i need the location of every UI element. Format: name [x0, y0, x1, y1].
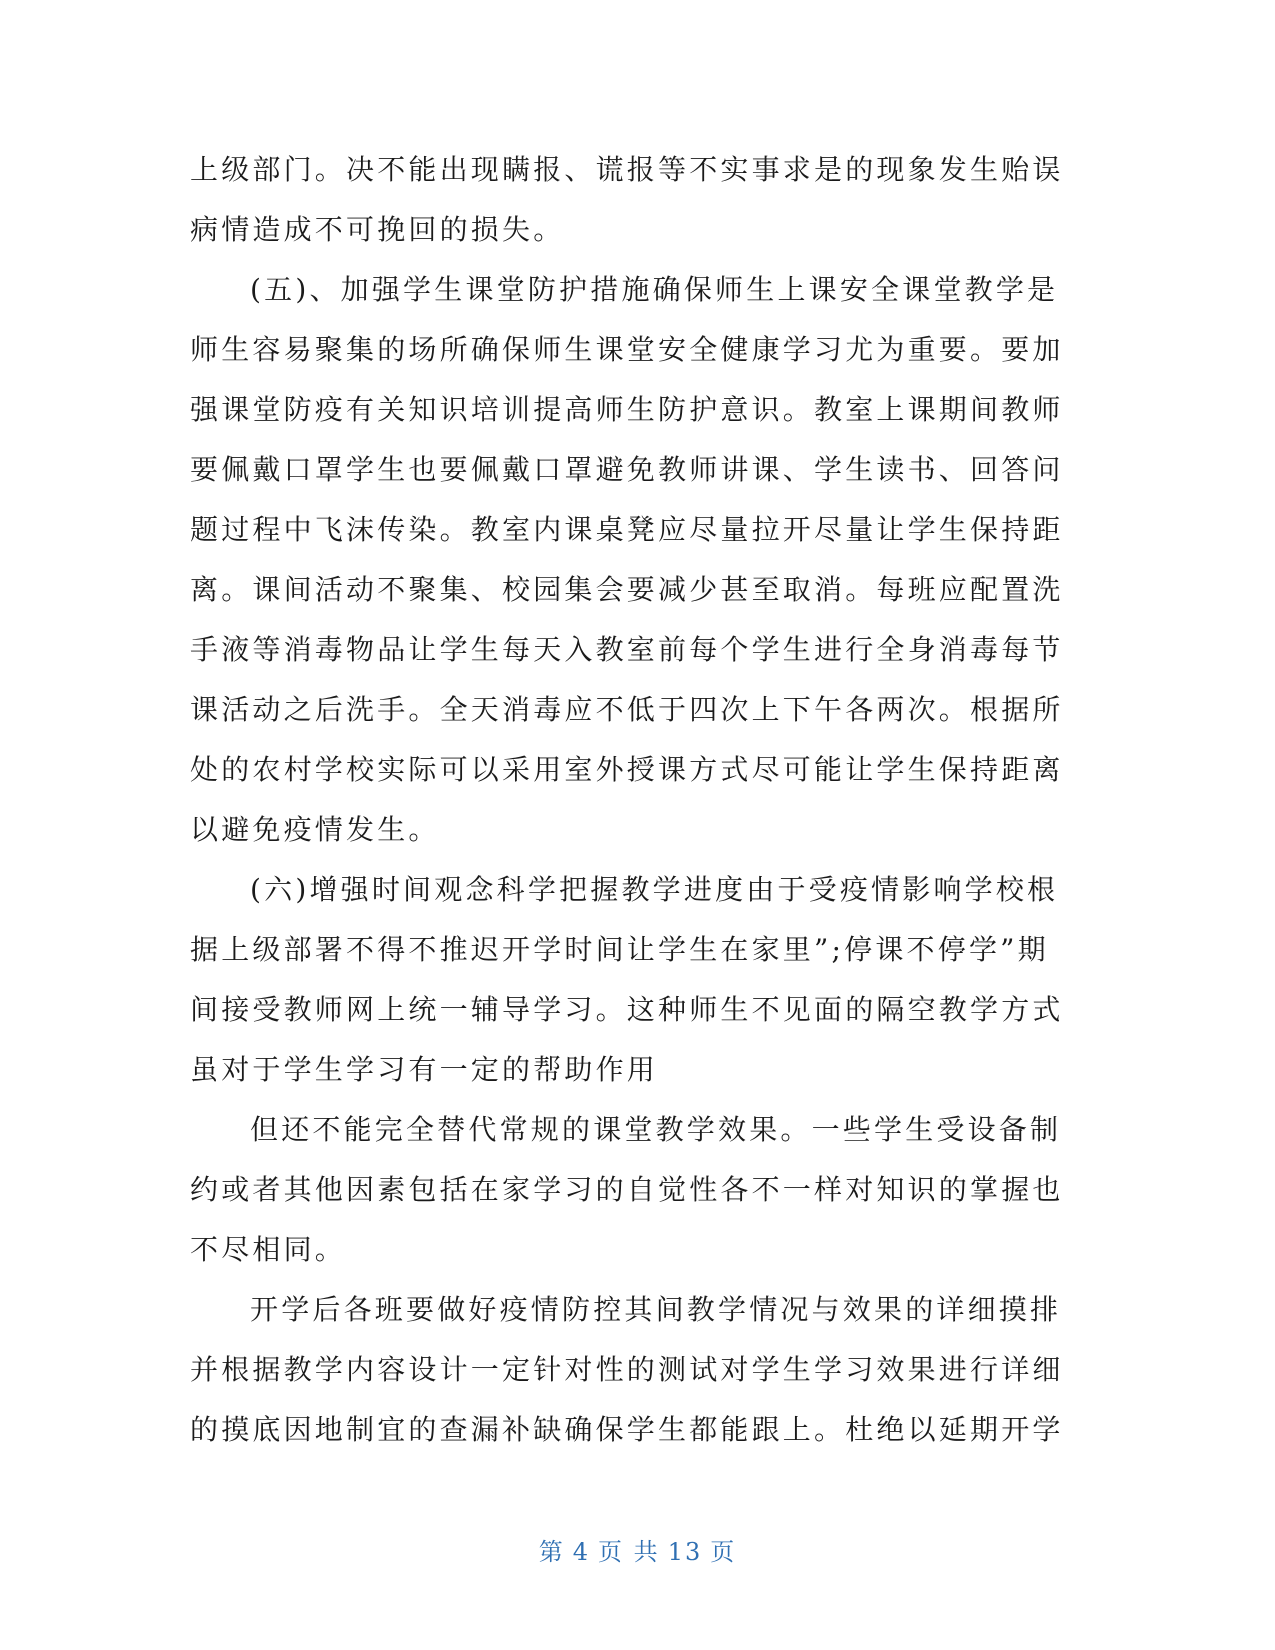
body-text	[190, 140, 1070, 1460]
text-line: 虽对于学生学习有一定的帮助作用	[190, 1053, 659, 1086]
page-number-footer	[0, 1532, 1275, 1567]
text-line: 强课堂防疫有关知识培训提高师生防护意识。教室上课期间教师	[190, 393, 1064, 426]
text-line: (六)增强时间观念科学把握教学进度由于受疫情影响学校根	[250, 873, 1059, 906]
text-line: 题过程中飞沫传染。教室内课桌凳应尽量拉开尽量让学生保持距	[190, 513, 1064, 546]
total-page-count: 13	[667, 1538, 703, 1566]
text-line: 要佩戴口罩学生也要佩戴口罩避免教师讲课、学生读书、回答问	[190, 453, 1064, 486]
text-line: (五)、加强学生课堂防护措施确保师生上课安全课堂教学是	[250, 273, 1059, 306]
text-line: 开学后各班要做好疫情防控其间教学情况与效果的详细摸排	[250, 1293, 1062, 1326]
text-line: 离。课间活动不聚集、校园集会要减少甚至取消。每班应配置洗	[190, 573, 1064, 606]
text-line: 上级部门。决不能出现瞒报、谎报等不实事求是的现象发生贻误	[190, 153, 1064, 186]
page-prefix: 第	[538, 1538, 565, 1566]
text-line: 手液等消毒物品让学生每天入教室前每个学生进行全身消毒每节	[190, 633, 1064, 666]
text-line: 以避免疫情发生。	[190, 813, 440, 846]
page-suffix: 页	[710, 1538, 737, 1566]
text-line: 据上级部署不得不推迟开学时间让学生在家里”;停课不停学”期	[190, 933, 1049, 966]
text-line: 不尽相同。	[190, 1233, 347, 1266]
text-line: 约或者其他因素包括在家学习的自觉性各不一样对知识的掌握也	[190, 1173, 1064, 1206]
text-line: 的摸底因地制宜的查漏补缺确保学生都能跟上。杜绝以延期开学	[190, 1413, 1064, 1446]
text-line: 师生容易聚集的场所确保师生课堂安全健康学习尤为重要。要加	[190, 333, 1064, 366]
text-line: 课活动之后洗手。全天消毒应不低于四次上下午各两次。根据所	[190, 693, 1064, 726]
text-line: 并根据教学内容设计一定针对性的测试对学生学习效果进行详细	[190, 1353, 1064, 1386]
text-line: 但还不能完全替代常规的课堂教学效果。一些学生受设备制	[250, 1113, 1062, 1146]
text-line: 处的农村学校实际可以采用室外授课方式尽可能让学生保持距离	[190, 753, 1064, 786]
text-line: 病情造成不可挽回的损失。	[190, 213, 565, 246]
current-page-number: 4	[572, 1538, 591, 1566]
text-line: 间接受教师网上统一辅导学习。这种师生不见面的隔空教学方式	[190, 993, 1064, 1026]
page-middle-text: 页 共	[598, 1538, 660, 1566]
